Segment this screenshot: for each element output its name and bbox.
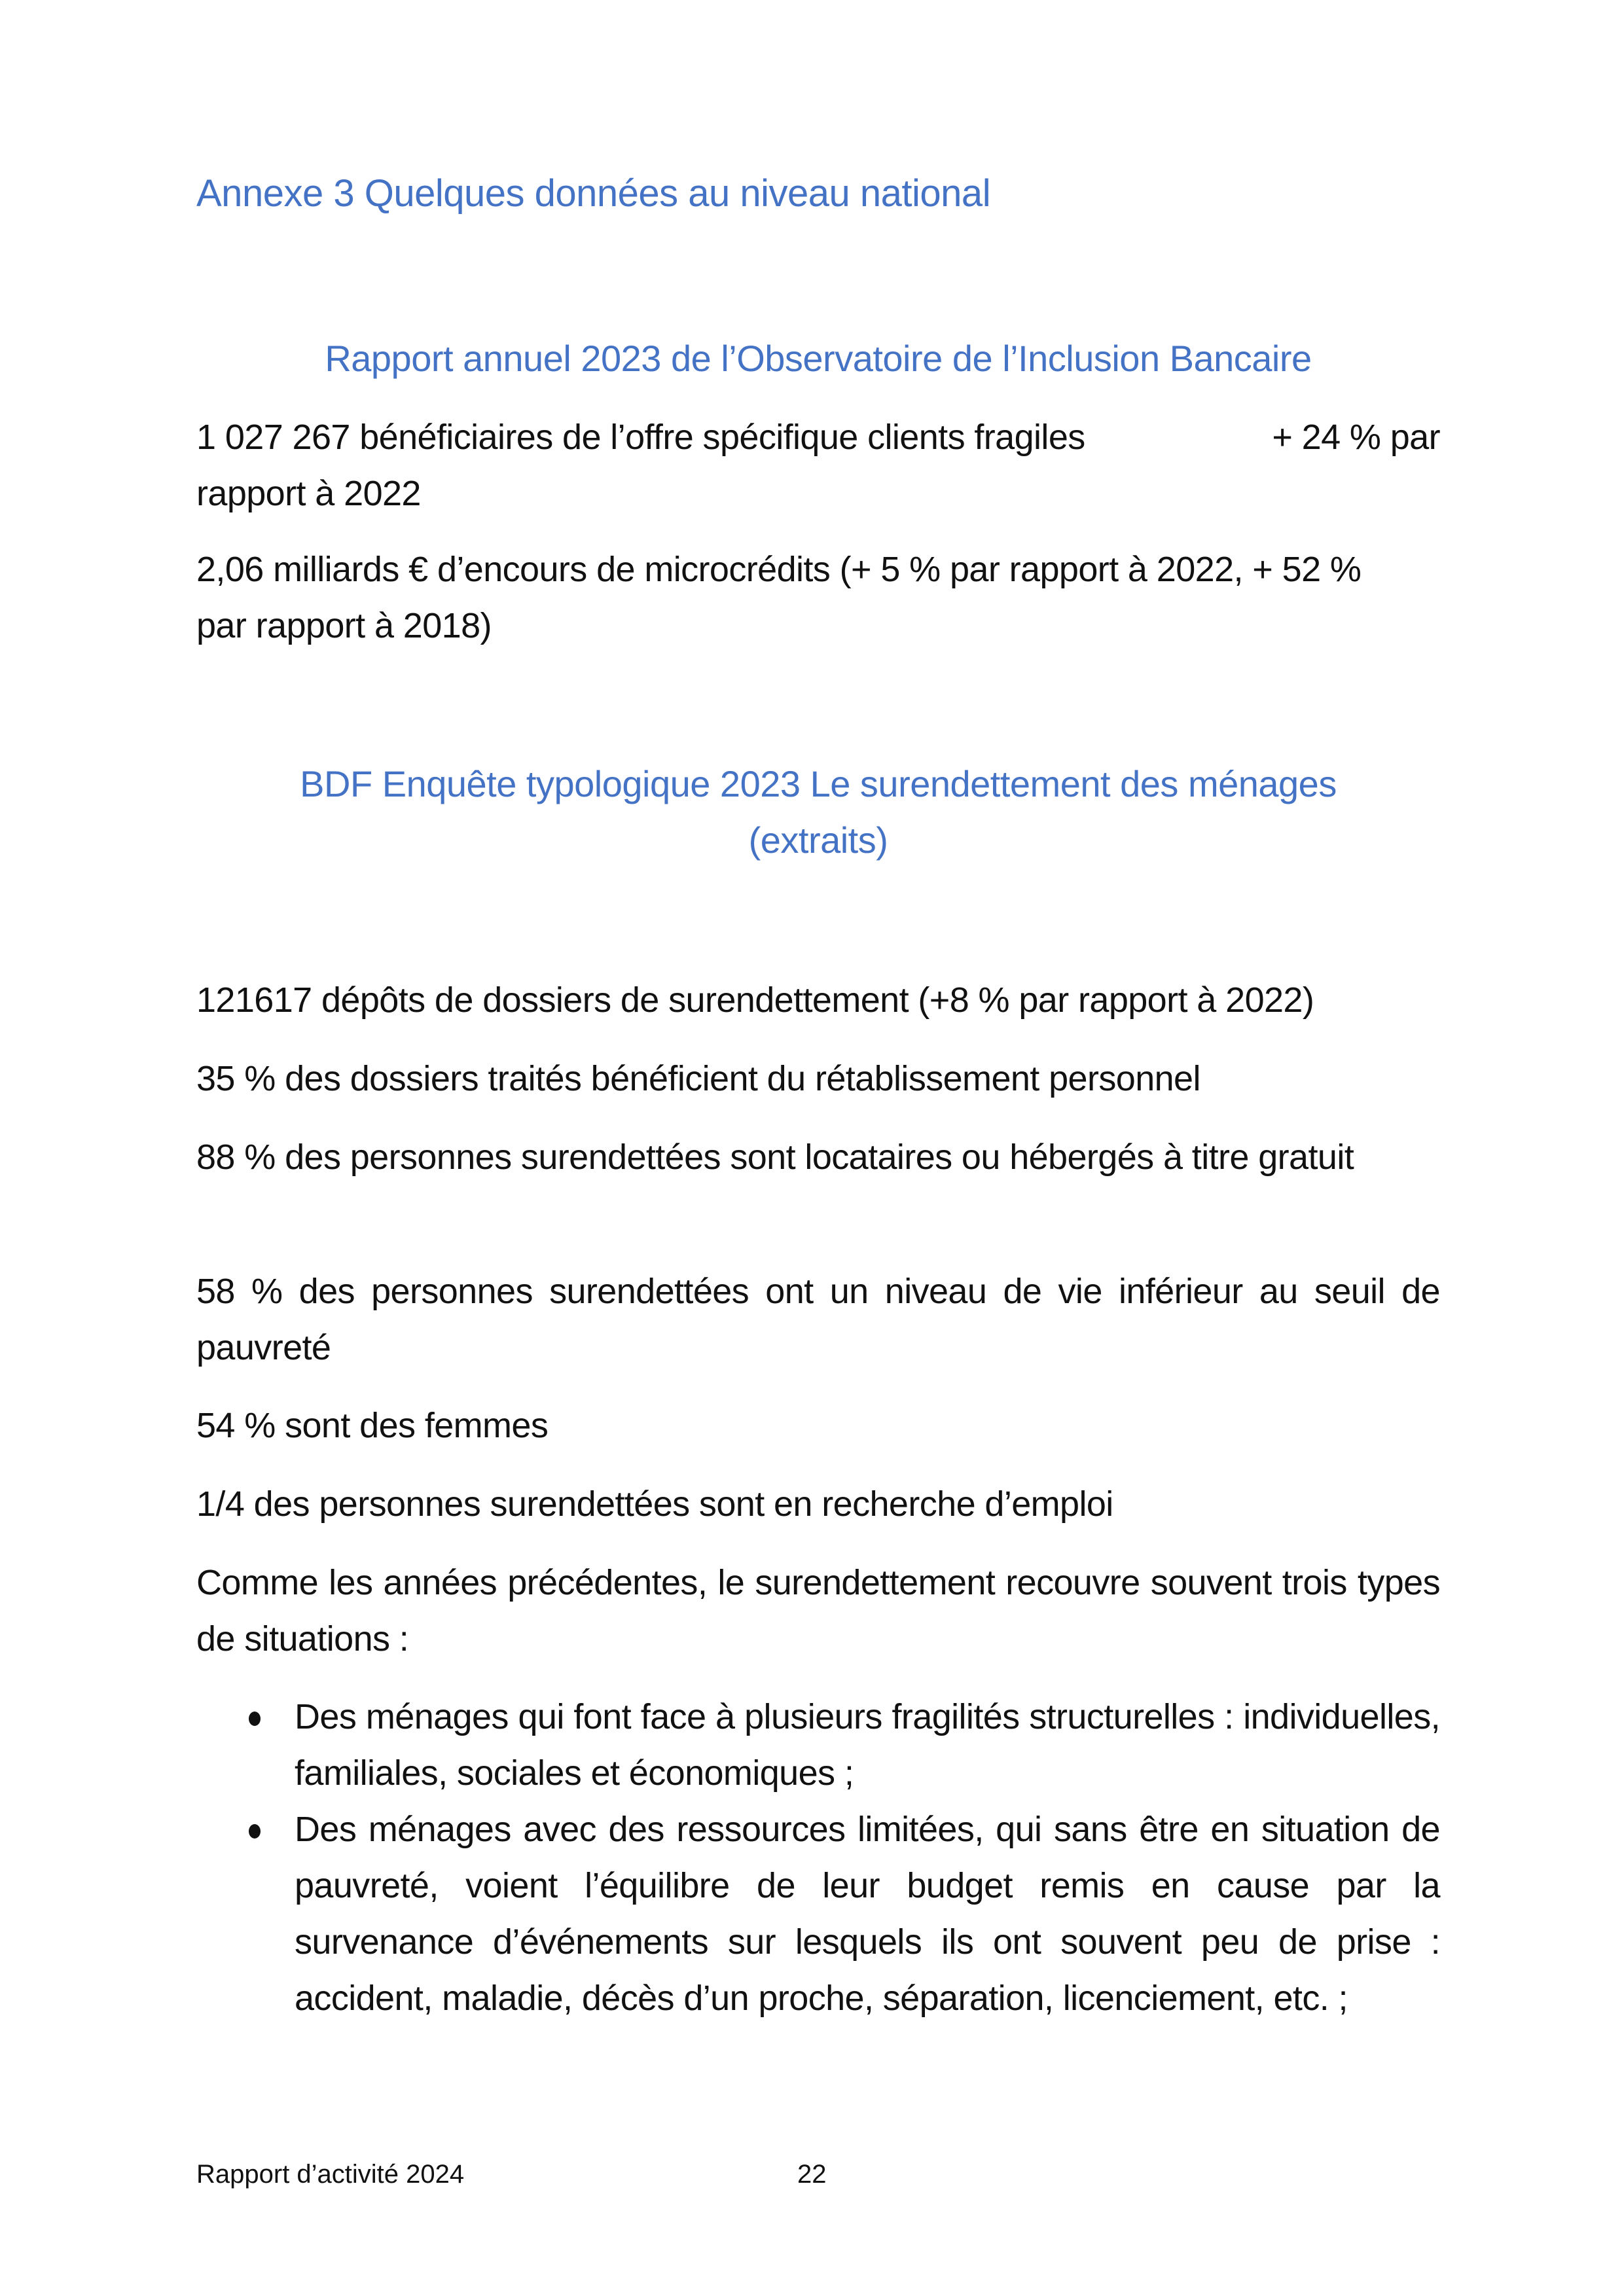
section2-item: 54 % sont des femmes <box>196 1406 549 1445</box>
section2-intro: Comme les années précédentes, le surendettement recouvre souvent trois types de situations : <box>196 1563 1440 1659</box>
section2-title: BDF Enquête typologique 2023 Le surendettement des ménages (extraits) <box>300 763 1337 861</box>
section1-title: Rapport annuel 2023 de l’Observatoire de l’Inclusion Bancaire <box>325 338 1312 379</box>
situations-list <box>196 1689 1440 2026</box>
section2-item: 58 % des personnes surendettées ont un niveau de vie inférieur au seuil de pauvreté <box>196 1272 1440 1367</box>
section2-item: 1/4 des personnes surendettées sont en recherche d’emploi <box>196 1484 1113 1524</box>
footer-page-number: 22 <box>797 2160 827 2189</box>
beneficiaires-line <box>196 409 1440 465</box>
section2-item: 88 % des personnes surendettées sont locataires ou hébergés à titre gratuit <box>196 1138 1354 1177</box>
bullet-icon <box>249 1824 261 1839</box>
section2-item: 35 % des dossiers traités bénéficient du rétablissement personnel <box>196 1059 1200 1098</box>
section1-item-beneficiaires <box>196 409 1440 522</box>
bullet-icon <box>249 1712 261 1726</box>
annex-title: Annexe 3 Quelques données au niveau national <box>196 172 991 215</box>
list-item <box>196 1689 1440 1801</box>
list-item-text: Des ménages avec des ressources limitées, qui sans être en situation de pauvreté, voient l’équilibre de leur budget remis en cause par la survenance d’événements sur lesquels ils ont souvent peu de prise : accident, maladie, décès d’un proche, séparation, licenciement, etc. ; <box>295 1810 1440 2018</box>
list-item <box>196 1801 1440 2026</box>
section1-item-microcredits: 2,06 milliards € d’encours de microcrédits (+ 5 % par rapport à 2022, + 52 % par rapport à 2018) <box>196 550 1362 645</box>
beneficiaires-change: + 24 % par <box>1272 418 1440 457</box>
footer-report-label: Rapport d’activité 2024 <box>196 2160 465 2189</box>
beneficiaires-continuation: rapport à 2022 <box>196 474 421 513</box>
section2-item: 121617 dépôts de dossiers de surendettement (+8 % par rapport à 2022) <box>196 980 1314 1020</box>
list-item-text: Des ménages qui font face à plusieurs fragilités structurelles : individuelles, familiales, sociales et économiques ; <box>295 1697 1440 1793</box>
beneficiaires-text: 1 027 267 bénéficiaires de l’offre spécifique clients fragiles <box>196 418 1085 457</box>
